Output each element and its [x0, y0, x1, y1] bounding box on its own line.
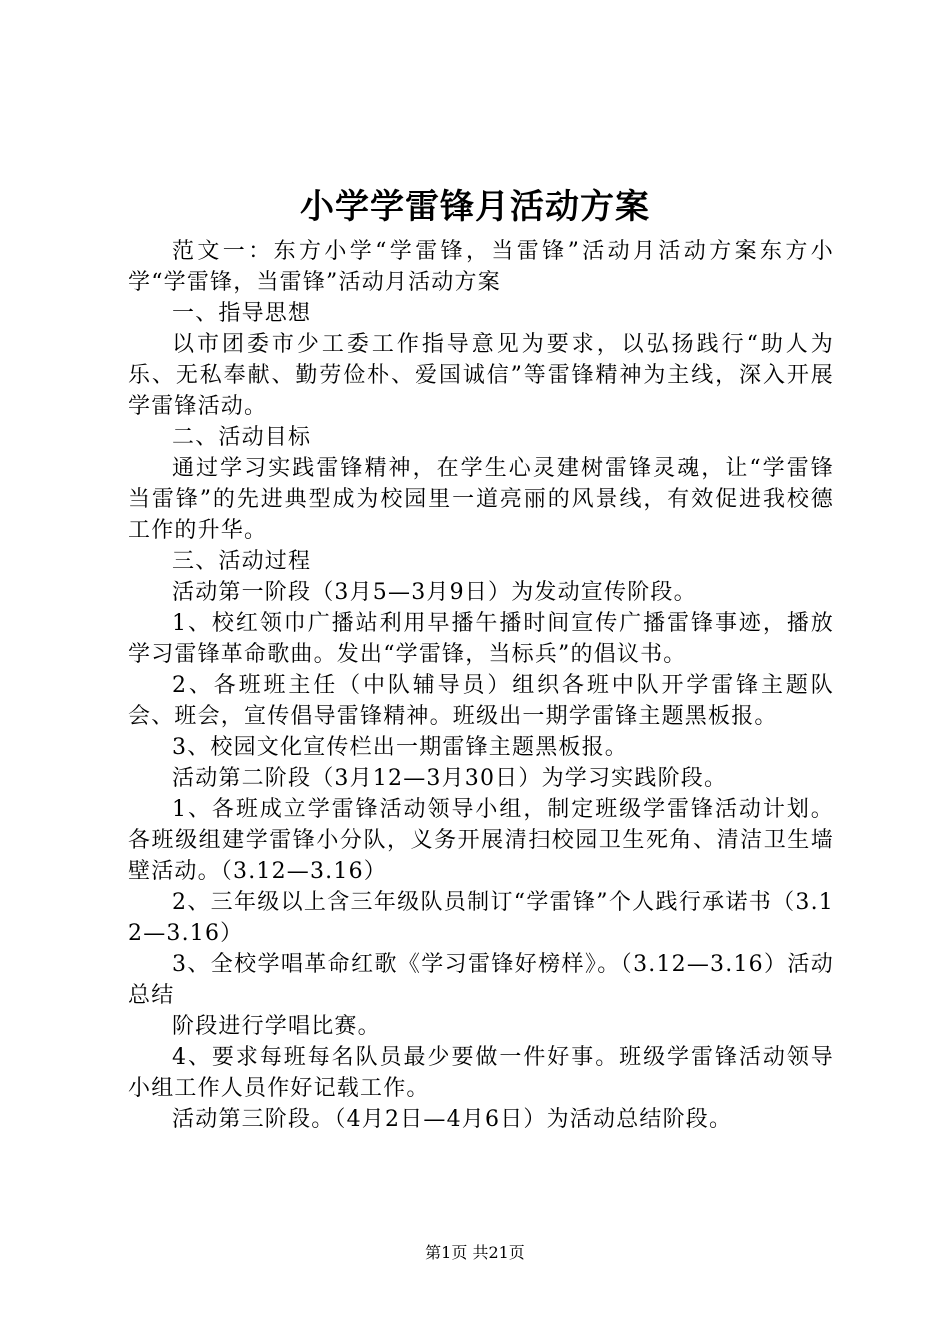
paragraph: 4、要求每班每名队员最少要做一件好事。班级学雷锋活动领导小组工作人员作好记载工作。: [128, 1045, 834, 1101]
paragraph: 2、三年级以上含三年级队员制订“学雷锋”个人践行承诺书（3.12—3.16）: [128, 890, 834, 946]
document-title: 小学学雷锋月活动方案: [300, 187, 650, 227]
paragraph: 2、各班班主任（中队辅导员）组织各班中队开学雷锋主题队会、班会，宣传倡导雷锋精神。班级出一期学雷锋主题黑板报。: [128, 673, 834, 729]
page-footer: 第1页 共21页: [425, 1243, 525, 1262]
paragraph: 活动第二阶段（3月12—3月30日）为学习实践阶段。: [172, 766, 728, 791]
section-heading: 二、活动目标: [172, 425, 312, 450]
paragraph: 以市团委市少工委工作指导意见为要求，以弘扬践行“助人为乐、无私奉献、勤劳俭朴、爱国诚信”等雷锋精神为主线，深入开展学雷锋活动。: [128, 332, 834, 419]
paragraph: 1、校红领巾广播站利用早播午播时间宣传广播雷锋事迹，播放学习雷锋革命歌曲。发出“学雷锋，当标兵”的倡议书。: [128, 611, 834, 667]
document-body: [128, 236, 834, 1135]
paragraph: 活动第一阶段（3月5—3月9日）为发动宣传阶段。: [172, 580, 697, 605]
paragraph: 通过学习实践雷锋精神，在学生心灵建树雷锋灵魂，让“学雷锋当雷锋”的先进典型成为校园里一道亮丽的风景线，有效促进我校德工作的升华。: [128, 456, 834, 543]
section-heading: 三、活动过程: [172, 549, 312, 574]
paragraph: 范文一：东方小学“学雷锋，当雷锋”活动月活动方案东方小学“学雷锋，当雷锋”活动月活动方案: [128, 239, 834, 295]
paragraph: 3、校园文化宣传栏出一期雷锋主题黑板报。: [172, 735, 628, 760]
paragraph: 阶段进行学唱比赛。: [172, 1014, 381, 1039]
paragraph: 1、各班成立学雷锋活动领导小组，制定班级学雷锋活动计划。各班级组建学雷锋小分队，义务开展清扫校园卫生死角、清洁卫生墙壁活动。（3.12—3.16）: [128, 797, 834, 884]
section-heading: 一、指导思想: [172, 301, 312, 326]
paragraph: 3、全校学唱革命红歌《学习雷锋好榜样》。（3.12—3.16）活动总结: [128, 952, 834, 1008]
paragraph: 活动第三阶段。（4月2日—4月6日）为活动总结阶段。: [172, 1107, 733, 1132]
